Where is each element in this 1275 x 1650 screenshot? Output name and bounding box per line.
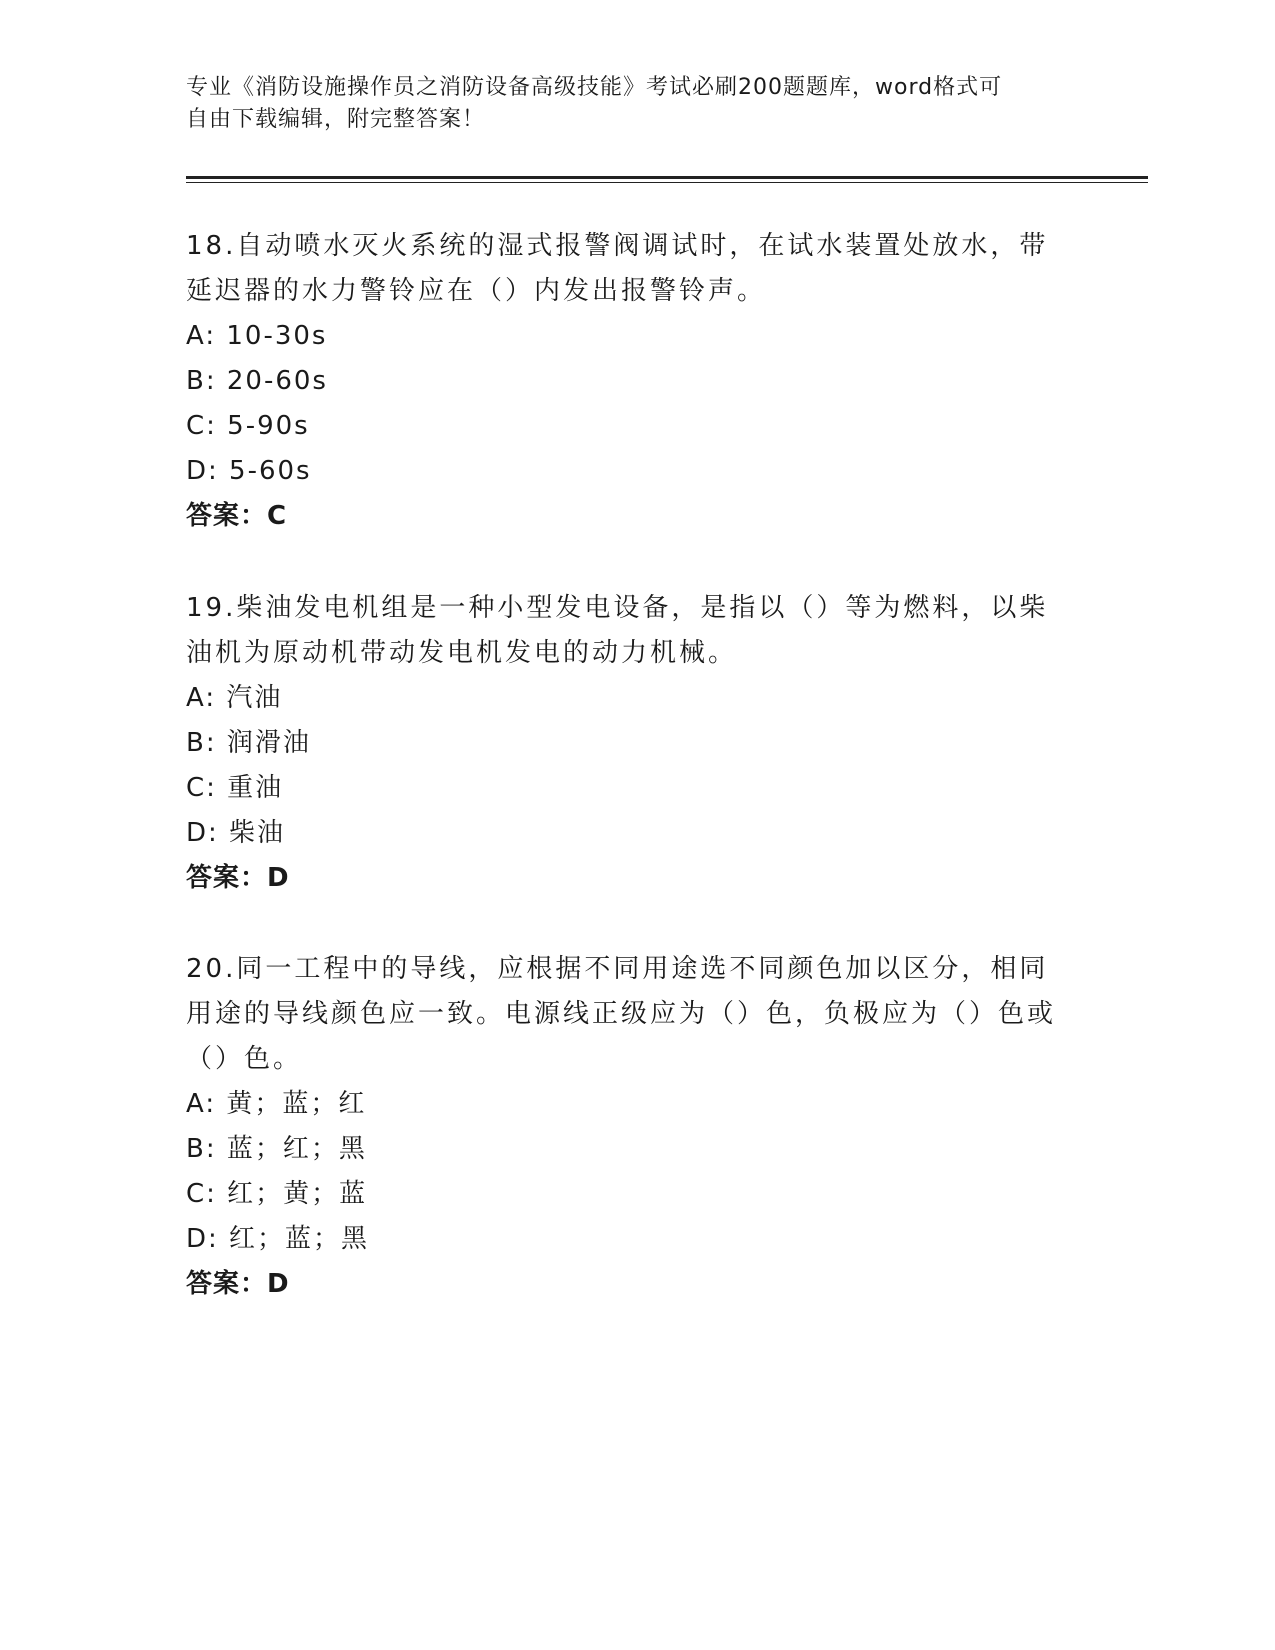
question-stem: 19.柴油发电机组是一种小型发电设备，是指以（）等为燃料，以柴油机为原动机带动发电机发电的动力机械。 bbox=[186, 593, 1049, 668]
option-c: C: 重油 bbox=[186, 773, 284, 803]
document-header bbox=[186, 72, 1066, 136]
question-stem: 18.自动喷水灭火系统的湿式报警阀调试时，在试水装置处放水，带延迟器的水力警铃应在（）内发出报警铃声。 bbox=[186, 231, 1049, 306]
question-19 bbox=[186, 586, 1066, 901]
option-a: A: 黄；蓝；红 bbox=[186, 1089, 367, 1119]
option-d: D: 红；蓝；黑 bbox=[186, 1224, 370, 1254]
option-b: B: 润滑油 bbox=[186, 728, 311, 758]
question-18 bbox=[186, 224, 1066, 539]
option-b: B: 蓝；红；黑 bbox=[186, 1134, 367, 1164]
option-b: B: 20-60s bbox=[186, 366, 328, 396]
option-c: C: 5-90s bbox=[186, 411, 310, 441]
header-divider-thick bbox=[186, 176, 1148, 179]
option-c: C: 红；黄；蓝 bbox=[186, 1179, 368, 1209]
answer-text: 答案：D bbox=[186, 863, 290, 893]
option-d: D: 5-60s bbox=[186, 456, 312, 486]
option-a: A: 10-30s bbox=[186, 321, 328, 351]
option-d: D: 柴油 bbox=[186, 818, 286, 848]
header-line-2: 自由下载编辑，附完整答案！ bbox=[186, 107, 486, 132]
answer-text: 答案：C bbox=[186, 501, 288, 531]
header-line-1: 专业《消防设施操作员之消防设备高级技能》考试必刷200题题库，word格式可 bbox=[186, 75, 1003, 100]
header-divider-thin bbox=[186, 182, 1148, 183]
question-stem: 20.同一工程中的导线，应根据不同用途选不同颜色加以区分，相同用途的导线颜色应一致。电源线正级应为（）色，负极应为（）色或（）色。 bbox=[186, 954, 1057, 1074]
answer-text: 答案：D bbox=[186, 1269, 290, 1299]
option-a: A: 汽油 bbox=[186, 683, 283, 713]
question-20 bbox=[186, 947, 1066, 1307]
